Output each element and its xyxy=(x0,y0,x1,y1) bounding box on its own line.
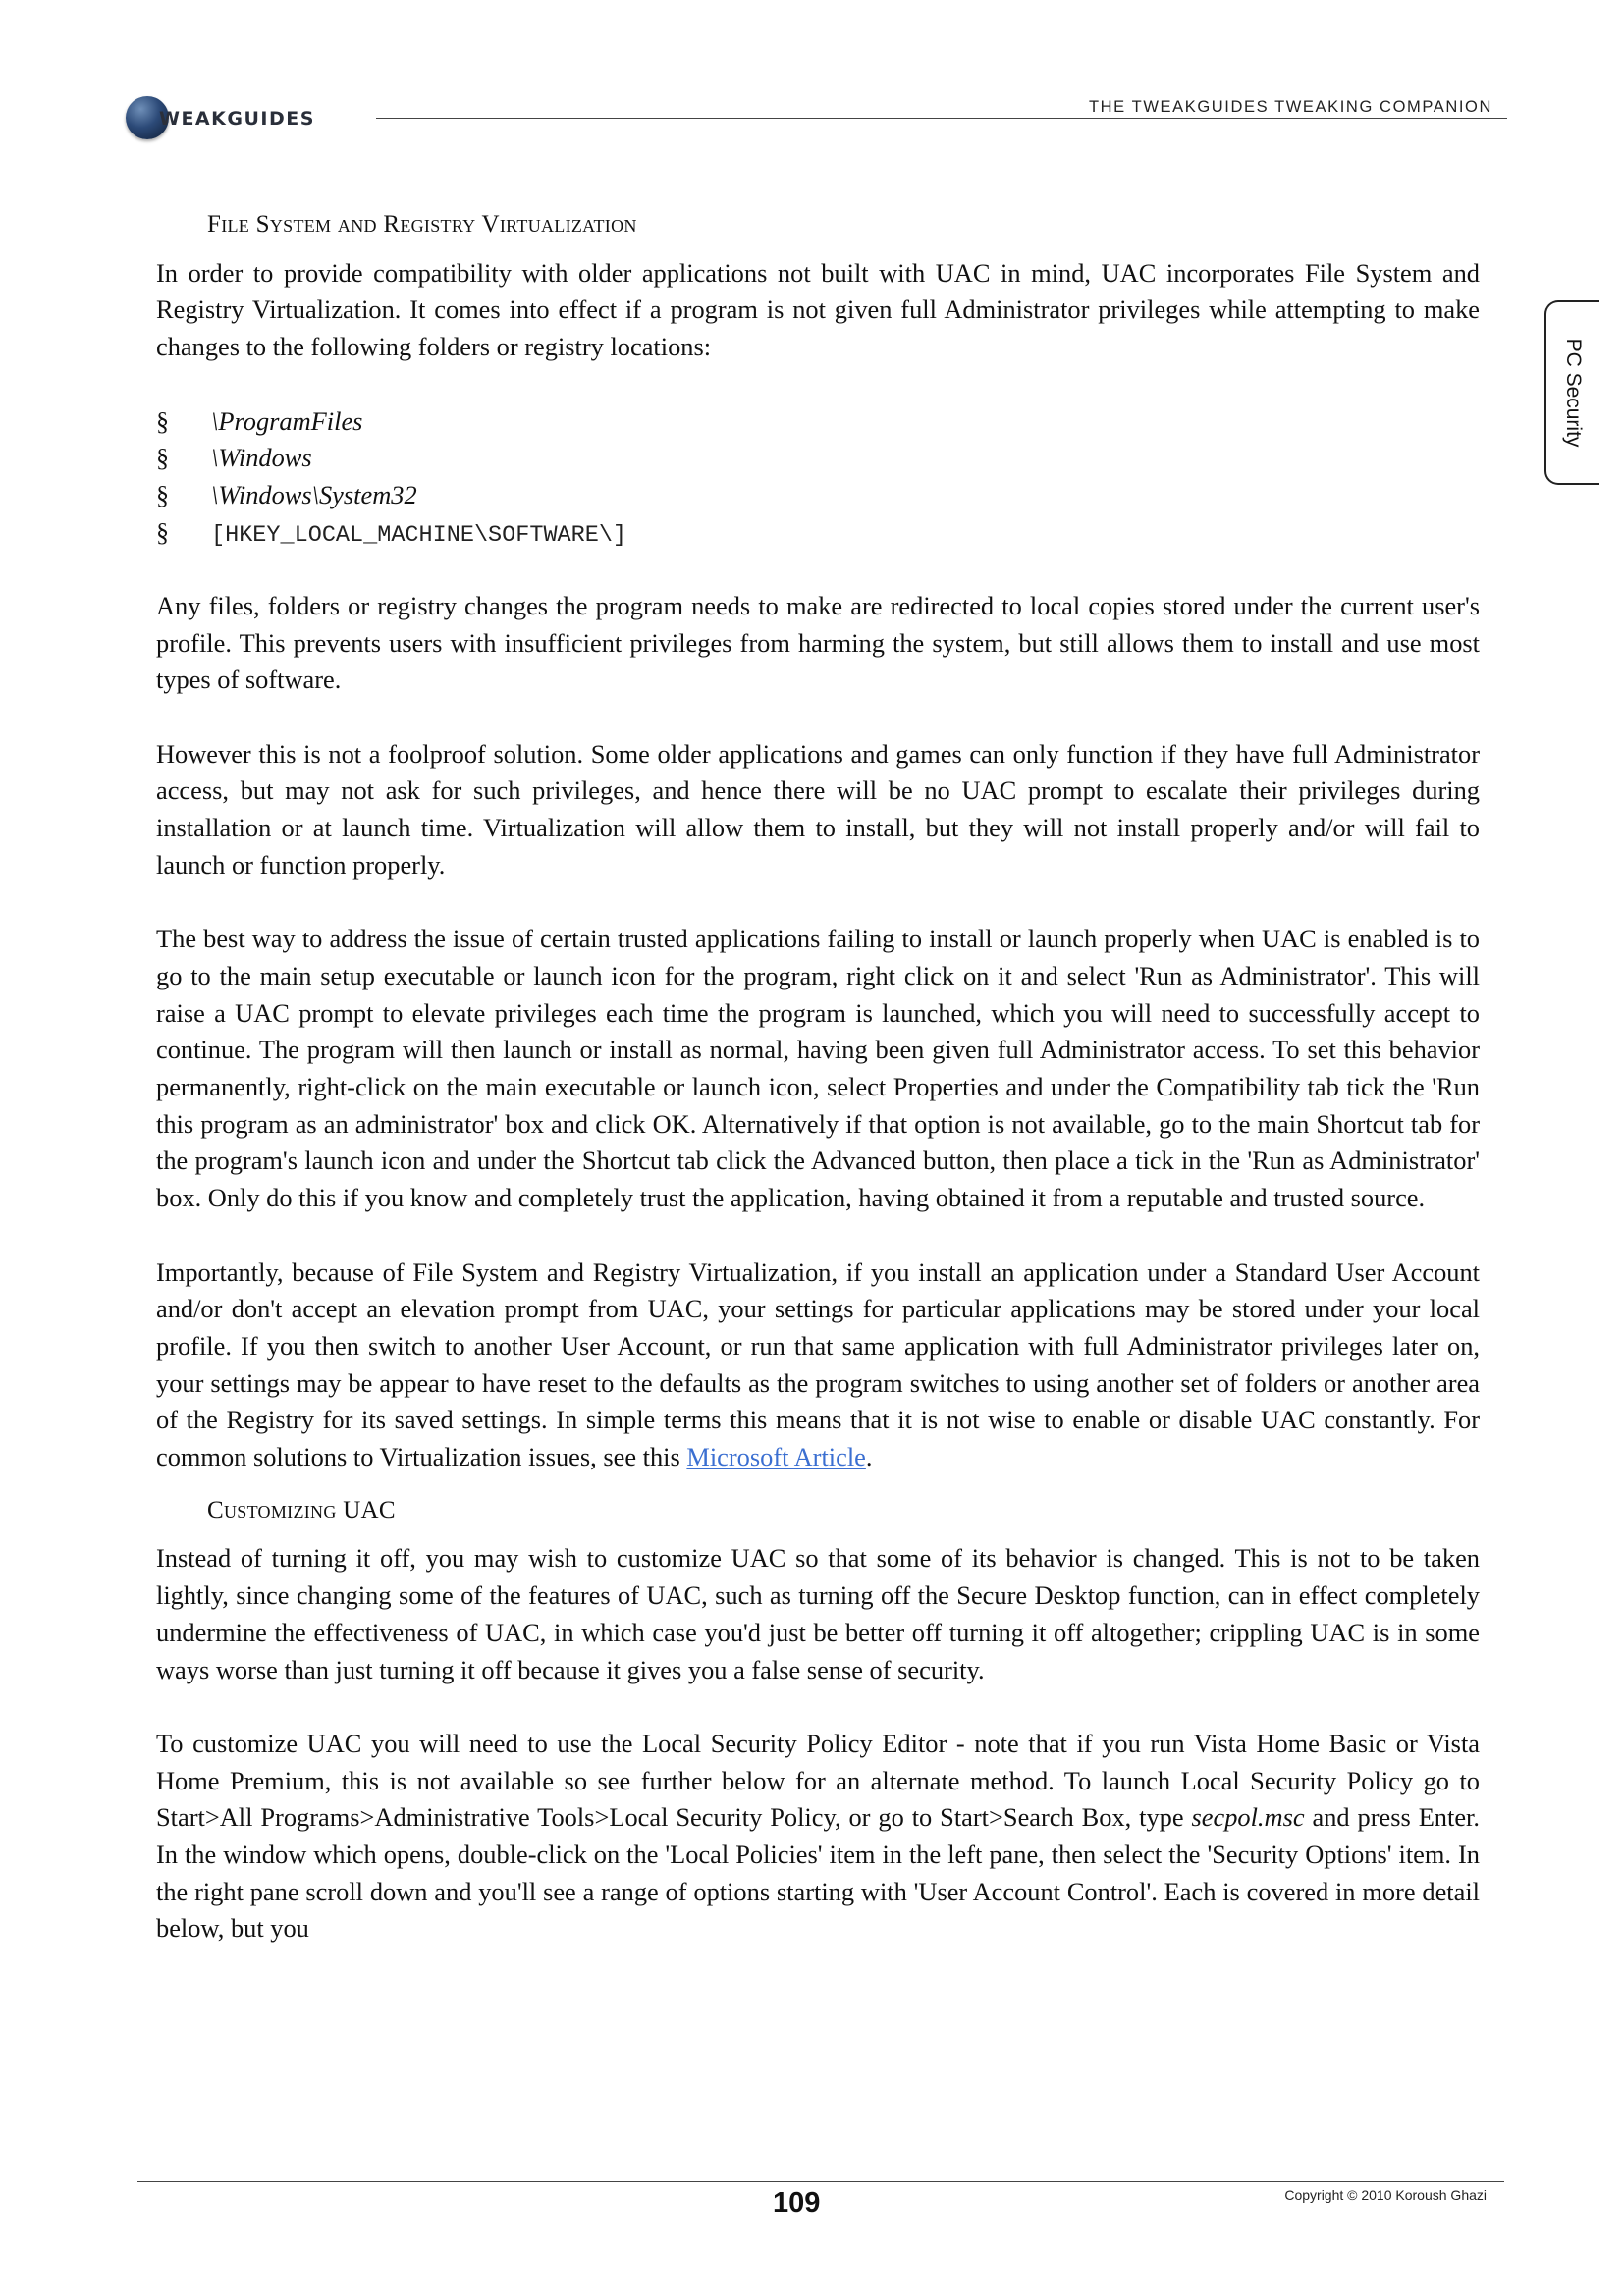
section-heading-customizing: Customizing UAC xyxy=(207,1496,396,1523)
section-mark: § xyxy=(156,480,169,509)
paragraph xyxy=(156,1255,1480,1476)
paragraph xyxy=(156,1726,1480,1948)
list-item xyxy=(156,514,1480,552)
paragraph-text: and press Enter. In the window which opens, double-click on the 'Local Policies' item in the left pane, then select the 'Security Options' item. In the right pane scroll down and you'll see a range of options starting with 'User Account Control'. Each is covered in more detail below, but you xyxy=(156,1802,1480,1944)
list-item xyxy=(156,440,1480,477)
list-item-text: \Windows xyxy=(211,443,312,473)
tweakguides-logo xyxy=(126,96,371,143)
command-text: secpol.msc xyxy=(1191,1802,1305,1833)
paragraph-text: Importantly, because of File System and Registry Virtualization, if you install an application under a Standard User Account and/or don't accept an elevation prompt from UAC, your settings for particular applications may be stored under your local profile. If you then switch to another User Account, or run that same application with full Administrator privileges later on, your settings may be appear to have reset to the defaults as the program switches to using another set of folders or another area of the Registry for its saved settings. In simple terms this means that it is not wise to enable or disable UAC constantly. For common solutions to Virtualization issues, see this xyxy=(156,1256,1480,1472)
section-mark: § xyxy=(156,444,169,473)
copyright-notice: Copyright © 2010 Koroush Ghazi xyxy=(1284,2187,1487,2203)
running-header: THE TWEAKGUIDES TWEAKING COMPANION xyxy=(1088,98,1492,116)
list-item xyxy=(156,477,1480,514)
paragraph: However this is not a foolproof solution. Some older applications and games can only function if they have full Administrator access, but may not ask for such privileges, and hence there will be no UAC prompt to escalate their privileges during installation or at launch time. Virtualization will allow them to install, but they will not install properly and/or will fail to launch or function properly. xyxy=(156,738,1480,880)
list-item-text: \Windows\System32 xyxy=(211,479,417,509)
paragraph: In order to provide compatibility with older applications not built with UAC in mind, UAC incorporates File System and Registry Virtualization. It comes into effect if a program is not given full Administrator privileges while attempting to make changes to the following folders or registry locations: xyxy=(156,257,1480,362)
paragraph-text: To customize UAC you will need to use the Local Security Policy Editor - note that if you run Vista Home Basic or Vista Home Premium, this is not available so see further below for an alternate method. To launch Local Security Policy go to Start>All Programs>Administrative Tools>Local Security Policy, or go to Start>Search Box, type xyxy=(156,1728,1480,1833)
paragraph: Any files, folders or registry changes the program needs to make are redirected to local copies stored under the current user's profile. This prevents users with insufficient privileges from harming the system, but still allows them to install and use most types of software. xyxy=(156,590,1480,695)
list-item xyxy=(156,403,1480,441)
location-list xyxy=(156,403,1480,552)
logo-text: WEAKGUIDES xyxy=(159,108,315,130)
section-mark: § xyxy=(156,517,169,547)
microsoft-article-link[interactable]: Microsoft Article xyxy=(686,1442,866,1472)
footer-rule xyxy=(137,2181,1504,2182)
paragraph: Instead of turning it off, you may wish to customize UAC so that some of its behavior is changed. This is not to be taken lightly, since changing some of the features of UAC, such as turning off the Secure Desktop function, can in effect completely undermine the effectiveness of UAC, in which case you'd just be better off turning it off altogether; crippling UAC is in some ways worse than just turning it off because it gives you a false sense of security. xyxy=(156,1543,1480,1684)
page-number: 109 xyxy=(773,2187,821,2218)
section-tab-label: PC Security xyxy=(1562,338,1585,448)
list-item-text: \ProgramFiles xyxy=(211,405,363,436)
header-rule xyxy=(376,118,1507,119)
paragraph: The best way to address the issue of certain trusted applications failing to install or launch properly when UAC is enabled is to go to the main setup executable or launch icon for the program, right click on it and select 'Run as Administrator'. This will raise a UAC prompt to elevate privileges each time the program is launched, which you will need to successfully accept to continue. The program will then launch or install as normal, having been given full Administrator access. To set this behavior permanently, right-click on the main executable or launch icon, select Properties and under the Compatibility tab tick the 'Run this program as an administrator' box and click OK. Alternatively if that option is not available, go to the main Shortcut tab for the program's launch icon and under the Shortcut tab click the Advanced button, then place a tick in the 'Run as Administrator' box. Only do this if you know and completely trust the application, having obtained it from a reputable and trusted source. xyxy=(156,924,1480,1213)
page-body xyxy=(156,206,1480,1948)
paragraph-text: . xyxy=(865,1442,873,1472)
section-tab xyxy=(1544,300,1599,485)
section-heading-virtualization: File System and Registry Virtualization xyxy=(207,211,637,238)
list-item-text: [HKEY_LOCAL_MACHINE\SOFTWARE\] xyxy=(211,521,627,549)
section-mark: § xyxy=(156,406,169,436)
